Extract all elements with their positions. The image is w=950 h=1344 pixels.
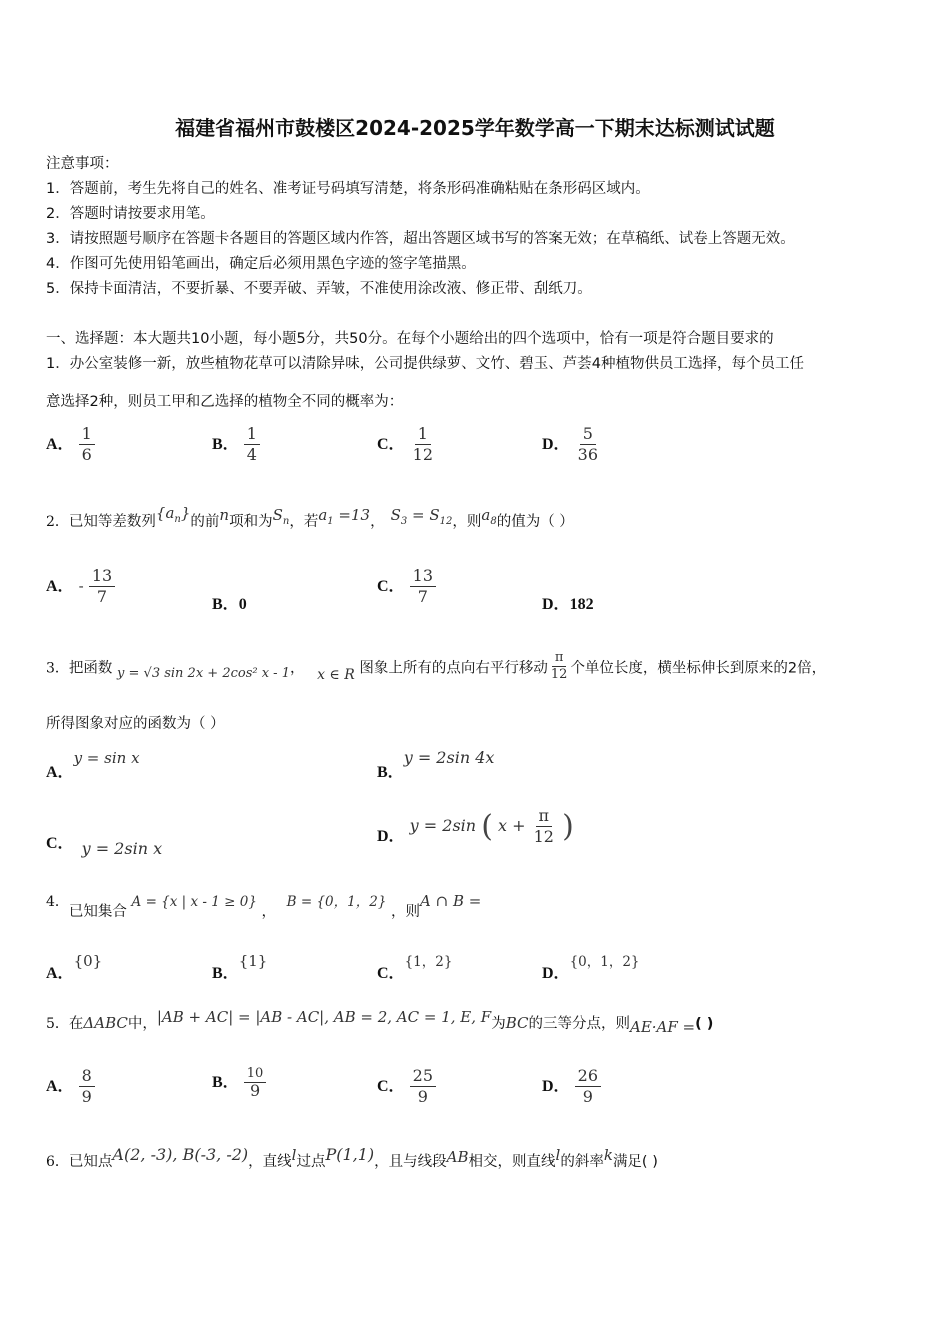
q2-option-c[interactable] [377, 566, 436, 607]
option-label: A． [46, 436, 74, 453]
option-label: C． [377, 1078, 405, 1095]
q5-option-d[interactable] [542, 1066, 601, 1107]
option-label: D． [542, 965, 570, 982]
q5-stem: 5．在ΔABC中，|AB + AC| = |AB - AC|, AB = 2, AC = 1, E, F为BC的三等分点，则AE·AF =( ) [46, 1008, 714, 1036]
option-label: D． [542, 436, 570, 453]
q1-option-a[interactable] [46, 424, 95, 465]
option-label: D． [377, 828, 405, 845]
fraction: $\frac{25}{9}$ [410, 1066, 436, 1107]
notice-item-5: 5．保持卡面清洁，不要折暴、不要弄破、弄皱，不准使用涂改液、修正带、刮纸刀。 [46, 281, 592, 297]
option-label: A． [46, 965, 74, 982]
option-label: C． [377, 965, 405, 982]
q3-option-a[interactable]: A．y = sin x [46, 749, 140, 781]
q2-stem: 2．已知等差数列$\{a_n\}$的前n项和为$S_n$，若$a_1 =13$， $S_3 = S_{12}$，则$a_8$的值为（ ） [46, 504, 574, 530]
q6-stem: 6．已知点A(2, -3), B(-3, -2)，直线l过点P(1,1)，且与线段AB相交，则直线l的斜率k满足( ) [46, 1145, 658, 1170]
q4-option-a[interactable]: A．{0} [46, 952, 103, 982]
fraction: $\frac{26}{9}$ [575, 1066, 601, 1107]
option-label: A． [46, 764, 74, 781]
fraction: $\frac{5}{36}$ [577, 424, 599, 464]
q3-option-d[interactable]: D． y = 2sin ( x + $\frac{\pi}{12}$ ) [377, 806, 574, 846]
option-label: B． [212, 596, 239, 613]
notice-item-3: 3．请按照题号顺序在答题卡各题目的答题区域内作答，超出答题区域书写的答案无效；在草稿纸、试卷上答题无效。 [46, 231, 795, 247]
option-label: C． [377, 436, 405, 453]
q3-option-b[interactable]: B．y = 2sin 4x [377, 748, 495, 781]
q3-line2: 所得图象对应的函数为（ ） [46, 716, 225, 732]
q5-option-c[interactable] [377, 1066, 436, 1107]
q1-line1: 1．办公室装修一新，放些植物花草可以清除异味，公司提供绿萝、文竹、碧玉、芦荟4种植物供员工选择，每个员工任 [46, 356, 804, 372]
option-label: B． [377, 764, 404, 781]
fraction: $\frac{13}{7}$ [410, 566, 436, 607]
fraction: $\frac{8}{9}$ [79, 1066, 95, 1107]
q5-option-b[interactable] [212, 1066, 266, 1099]
q4-option-c[interactable]: C．{1，2} [377, 954, 453, 982]
option-label: A． [46, 578, 74, 595]
option-label: C． [46, 835, 74, 852]
option-label: B． [212, 965, 239, 982]
fraction: $\frac{\pi}{12}$ [550, 650, 568, 682]
q5-option-a[interactable] [46, 1066, 95, 1107]
option-label: B． [212, 1074, 239, 1091]
notice-item-4: 4．作图可先使用铅笔画出，确定后必须用黑色字迹的签字笔描黑。 [46, 256, 476, 272]
q3-option-c[interactable]: C． y = 2sin x [46, 835, 163, 858]
notice-heading: 注意事项： [46, 156, 119, 172]
notice-item-2: 2．答题时请按要求用笔。 [46, 206, 215, 222]
fraction: $\frac{1}{6}$ [79, 424, 95, 465]
q3-stem: 3．把函数 y = √3 sin 2x + 2cos² x - 1， x ∈ R 图象上所有的点向右平行移动 $\frac{\pi}{12}$ 个单位长度，横坐标伸长到原来的2倍， [46, 650, 827, 683]
section-heading: 一、选择题：本大题共10小题，每小题5分，共50分。在每个小题给出的四个选项中，恰有一项是符合题目要求的 [46, 331, 774, 347]
fraction: $\frac{1}{12}$ [412, 424, 434, 464]
q1-option-c[interactable] [377, 424, 436, 465]
option-label: B． [212, 436, 239, 453]
option-label: D． [542, 1078, 570, 1095]
q4-stem: 4．已知集合 A = {x | x - 1 ≥ 0} ， B = {0，1，2} ，则A ∩ B = [46, 892, 482, 920]
q4-option-d[interactable]: D．{0，1，2} [542, 954, 640, 982]
notice-item-1: 1．答题前，考生先将自己的姓名、准考证号码填写清楚，将条形码准确粘贴在条形码区域内。 [46, 181, 650, 197]
fraction: $\frac{\pi}{12}$ [533, 806, 554, 846]
fraction: $\frac{10}{9}$ [244, 1066, 267, 1099]
option-label: D． [542, 596, 570, 613]
fraction: $\frac{1}{4}$ [244, 424, 260, 465]
q1-line2: 意选择2种，则员工甲和乙选择的植物全不同的概率为： [46, 394, 404, 410]
q2-option-b[interactable]: B．0 [212, 596, 247, 613]
q1-option-d[interactable] [542, 424, 601, 465]
q2-option-a[interactable]: A． - $\frac{13}{7}$ [46, 566, 115, 607]
fraction: $\frac{13}{7}$ [89, 566, 115, 607]
q4-option-b[interactable]: B．{1} [212, 952, 268, 982]
option-label: C． [377, 578, 405, 595]
option-label: A． [46, 1078, 74, 1095]
q2-option-d[interactable]: D．182 [542, 596, 594, 613]
page-title: 福建省福州市鼓楼区2024-2025学年数学高一下期末达标测试试题 [175, 116, 775, 140]
q1-option-b[interactable] [212, 424, 260, 465]
